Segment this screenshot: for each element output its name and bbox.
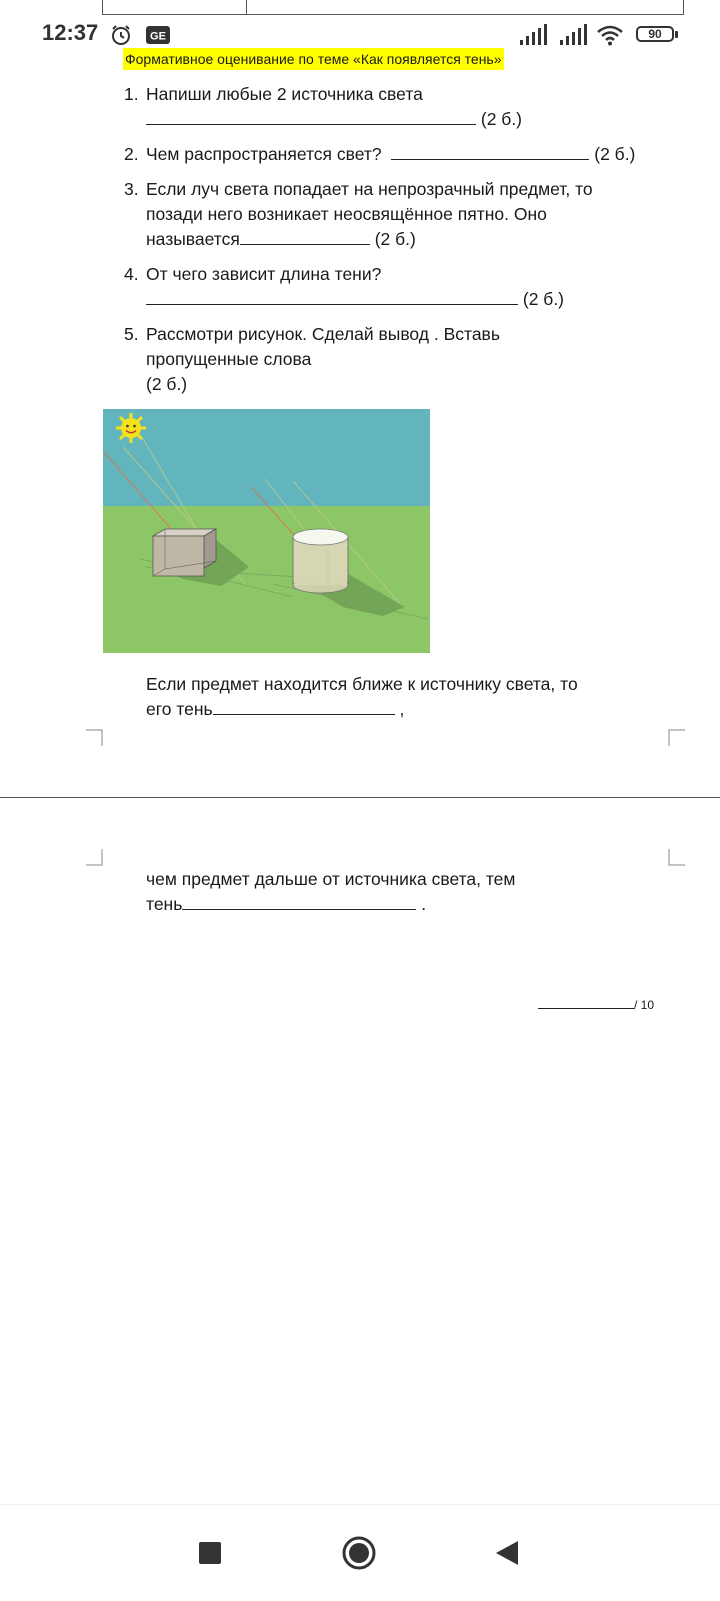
question-points: (2 б.) bbox=[522, 289, 565, 309]
answer-blank bbox=[182, 893, 416, 910]
gmail-ge-notification-icon bbox=[146, 26, 170, 44]
answer-blank bbox=[391, 143, 589, 160]
page-corner-mark bbox=[668, 849, 685, 866]
question-answer-line bbox=[146, 107, 522, 132]
question-number: 2. bbox=[124, 144, 139, 164]
question-3 bbox=[124, 177, 684, 252]
question-number: 1. bbox=[124, 84, 139, 104]
table-remnant bbox=[102, 0, 684, 15]
answer-blank bbox=[240, 228, 370, 245]
conclusion-line-2 bbox=[146, 697, 404, 722]
table-divider bbox=[246, 0, 247, 15]
conclusion-line-4-text: тень bbox=[146, 894, 183, 914]
question-answer-line bbox=[146, 227, 416, 252]
battery-level: 90 bbox=[636, 26, 674, 42]
page-corner-mark bbox=[86, 729, 103, 746]
conclusion-line-1: Если предмет находится ближе к источнику света, то bbox=[146, 674, 578, 694]
question-1 bbox=[124, 82, 684, 132]
document-title: Формативное оценивание по теме «Как появляется тень» bbox=[123, 48, 504, 70]
page-corner-mark bbox=[668, 729, 685, 746]
cylinder bbox=[293, 529, 348, 593]
svg-text:GE: GE bbox=[150, 30, 166, 43]
question-answer-line bbox=[146, 287, 564, 312]
answer-blank bbox=[146, 288, 518, 305]
shadow-illustration bbox=[103, 409, 430, 653]
battery-icon bbox=[636, 26, 680, 44]
signal-strength-icon bbox=[518, 24, 548, 46]
signal-strength-icon-2 bbox=[558, 24, 588, 46]
ground bbox=[103, 506, 430, 653]
alarm-clock-icon bbox=[110, 24, 132, 46]
triangle-back-icon[interactable] bbox=[490, 1535, 526, 1571]
question-text: Чем распространяется свет? bbox=[146, 144, 382, 164]
question-number: 3. bbox=[124, 179, 139, 199]
question-text-line-1: Рассмотри рисунок. Сделай вывод . Вставь bbox=[146, 324, 500, 344]
question-number: 4. bbox=[124, 264, 139, 284]
question-5 bbox=[124, 322, 684, 397]
question-text-line-3: называется bbox=[146, 229, 240, 249]
page-corner-mark bbox=[86, 849, 103, 866]
conclusion-line-3: чем предмет дальше от источника света, тем bbox=[146, 869, 516, 889]
score-blank bbox=[538, 998, 634, 1009]
question-2 bbox=[124, 142, 684, 167]
question-4 bbox=[124, 262, 684, 312]
conclusion-line-4 bbox=[146, 892, 426, 917]
sun-icon bbox=[116, 413, 146, 443]
question-text: Напиши любые 2 источника света bbox=[146, 84, 423, 104]
question-points: (2 б.) bbox=[594, 144, 636, 164]
question-points: (2 б.) bbox=[146, 374, 188, 394]
battery-tip bbox=[675, 31, 678, 38]
conclusion-line-2-text: его тень bbox=[146, 699, 213, 719]
navigation-bar bbox=[0, 1504, 720, 1601]
page-separator bbox=[0, 797, 720, 798]
conclusion-line-4-end: . bbox=[416, 894, 427, 914]
circle-icon[interactable] bbox=[341, 1535, 377, 1571]
conclusion-line-2-end: , bbox=[394, 699, 405, 719]
score-field bbox=[538, 998, 654, 1012]
answer-blank bbox=[146, 108, 476, 125]
question-text: От чего зависит длина тени? bbox=[146, 264, 382, 284]
score-total: / 10 bbox=[634, 998, 655, 1012]
question-points: (2 б.) bbox=[374, 229, 416, 249]
question-text-line-2: пропущенные слова bbox=[146, 349, 312, 369]
status-time: 12:37 bbox=[42, 20, 99, 45]
sky bbox=[103, 409, 430, 506]
question-number: 5. bbox=[124, 324, 139, 344]
question-answer-line bbox=[146, 142, 635, 167]
question-text-line-2: позади него возникает неосвящённое пятно. Оно bbox=[146, 204, 547, 224]
answer-blank bbox=[213, 698, 395, 715]
question-points: (2 б.) bbox=[480, 109, 523, 129]
square-icon[interactable] bbox=[192, 1535, 228, 1571]
wifi-icon bbox=[596, 24, 624, 46]
question-text-line-1: Если луч света попадает на непрозрачный предмет, то bbox=[146, 179, 593, 199]
